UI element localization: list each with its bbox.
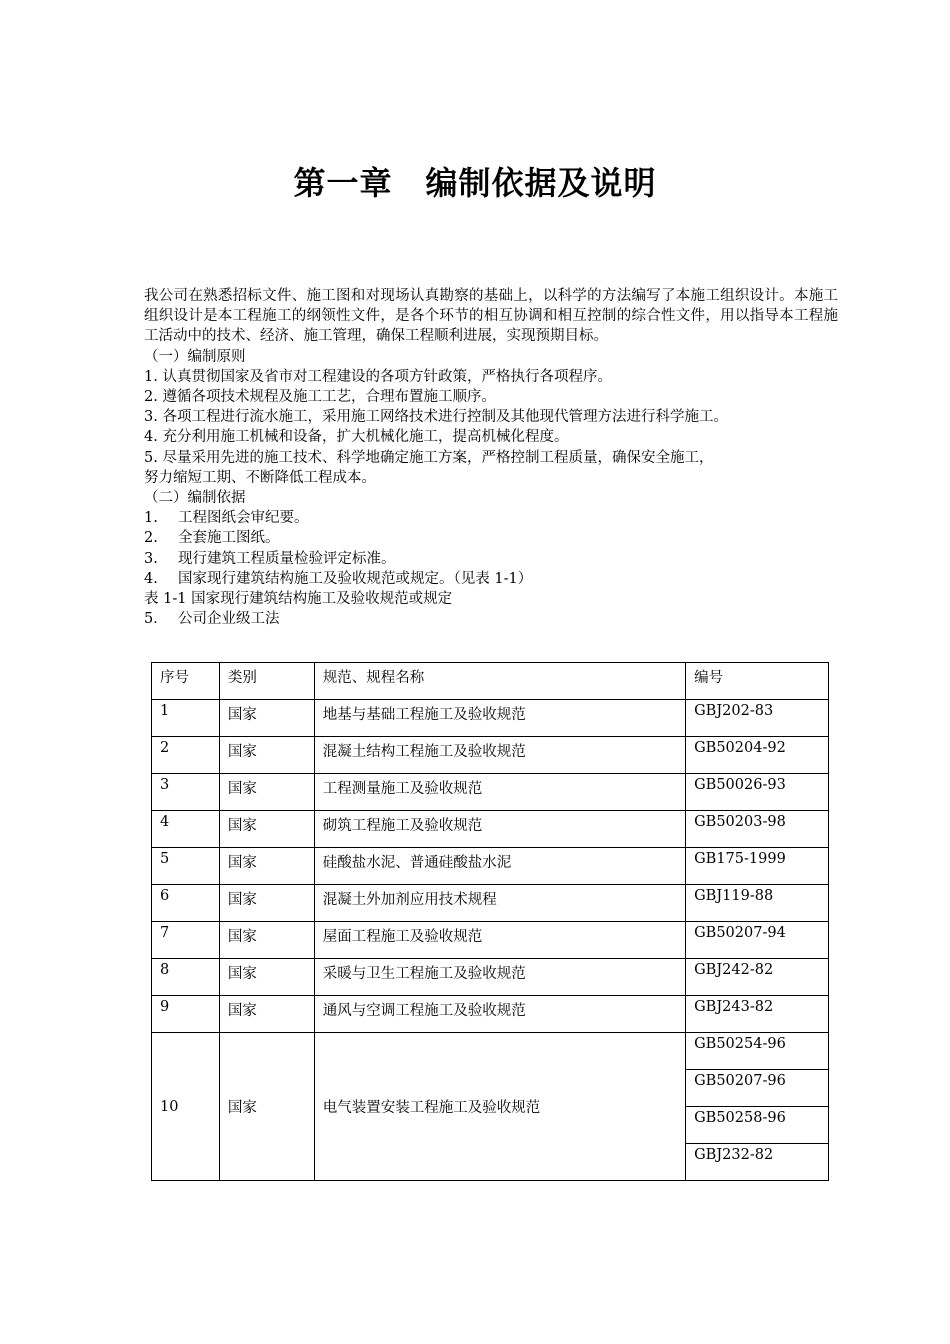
cell-category: 国家 bbox=[219, 885, 314, 922]
cell-code: GB50254-96 bbox=[686, 1033, 829, 1070]
cell-number: 5 bbox=[152, 848, 220, 885]
basis-item bbox=[144, 569, 838, 589]
basis-item-text: 公司企业级工法 bbox=[178, 611, 280, 628]
cell-category: 国家 bbox=[219, 959, 314, 996]
cell-number: 8 bbox=[152, 959, 220, 996]
basis-item bbox=[144, 549, 838, 569]
cell-number: 7 bbox=[152, 922, 220, 959]
basis-item-text: 工程图纸会审纪要。 bbox=[178, 510, 309, 527]
table-row bbox=[152, 774, 829, 811]
cell-code: GB50203-98 bbox=[686, 811, 829, 848]
basis-item-text: 国家现行建筑结构施工及验收规范或规定。（见表 1-1） bbox=[178, 570, 533, 587]
cell-category: 国家 bbox=[219, 700, 314, 737]
table-caption: 表 1-1 国家现行建筑结构施工及验收规范或规定 bbox=[144, 591, 453, 608]
cell-code: GB50204-92 bbox=[686, 737, 829, 774]
header-cell: 规范、规程名称 bbox=[314, 663, 685, 700]
table-row bbox=[152, 922, 829, 959]
cell-category: 国家 bbox=[219, 848, 314, 885]
header-cell: 类别 bbox=[219, 663, 314, 700]
cell-name: 混凝土外加剂应用技术规程 bbox=[314, 885, 685, 922]
cell-name: 砌筑工程施工及验收规范 bbox=[314, 811, 685, 848]
cell-category: 国家 bbox=[219, 811, 314, 848]
cell-number: 3 bbox=[152, 774, 220, 811]
cell-name: 采暖与卫生工程施工及验收规范 bbox=[314, 959, 685, 996]
cell-number: 4 bbox=[152, 811, 220, 848]
cell-code: GBJ243-82 bbox=[686, 996, 829, 1033]
principle-item: 3. 各项工程进行流水施工，采用施工网络技术进行控制及其他现代管理方法进行科学施工。 bbox=[144, 409, 728, 426]
cell-code: GBJ242-82 bbox=[686, 959, 829, 996]
cell-code: GBJ119-88 bbox=[686, 885, 829, 922]
basis-item-number: 3. bbox=[144, 550, 158, 567]
basis-item bbox=[144, 609, 838, 629]
intro-paragraph: 我公司在熟悉招标文件、施工图和对现场认真勘察的基础上，以科学的方法编写了本施工组织设计。本施工组织设计是本工程施工的纲领性文件，是各个环节的相互协调和相互控制的综合性文件，用以指导本工程施工活动中的技术、经济、施工管理，确保工程顺利进展，实现预期目标。 bbox=[144, 288, 838, 345]
cell-number: 9 bbox=[152, 996, 220, 1033]
basis-item-number: 5． bbox=[144, 611, 168, 628]
cell-category: 国家 bbox=[219, 1033, 314, 1181]
basis-item bbox=[144, 528, 838, 548]
table-row bbox=[152, 996, 829, 1033]
cell-name: 硅酸盐水泥、普通硅酸盐水泥 bbox=[314, 848, 685, 885]
cell-name: 地基与基础工程施工及验收规范 bbox=[314, 700, 685, 737]
spec-table bbox=[151, 662, 829, 1181]
cell-category: 国家 bbox=[219, 996, 314, 1033]
basis-item bbox=[144, 508, 838, 528]
cell-code: GB50026-93 bbox=[686, 774, 829, 811]
cell-name: 通风与空调工程施工及验收规范 bbox=[314, 996, 685, 1033]
cell-category: 国家 bbox=[219, 774, 314, 811]
principle-item: 4. 充分利用施工机械和设备，扩大机械化施工，提高机械化程度。 bbox=[144, 429, 569, 446]
section1-heading: （一）编制原则 bbox=[144, 348, 246, 365]
table-row bbox=[152, 959, 829, 996]
principle-item: 努力缩短工期、不断降低工程成本。 bbox=[144, 469, 376, 486]
basis-item-text: 全套施工图纸。 bbox=[178, 530, 280, 547]
cell-number: 6 bbox=[152, 885, 220, 922]
basis-item-number: 1. bbox=[144, 510, 158, 527]
header-cell: 序号 bbox=[152, 663, 220, 700]
chapter-title: 第一章 编制依据及说明 bbox=[293, 164, 657, 202]
cell-number: 2 bbox=[152, 737, 220, 774]
cell-category: 国家 bbox=[219, 922, 314, 959]
cell-name: 混凝土结构工程施工及验收规范 bbox=[314, 737, 685, 774]
principle-item: 1. 认真贯彻国家及省市对工程建设的各项方针政策，严格执行各项程序。 bbox=[144, 368, 612, 385]
cell-name: 电气装置安装工程施工及验收规范 bbox=[314, 1033, 685, 1181]
cell-code: GB50207-94 bbox=[686, 922, 829, 959]
basis-item-text: 现行建筑工程质量检验评定标准。 bbox=[178, 550, 396, 567]
table-row bbox=[152, 700, 829, 737]
table-row bbox=[152, 1033, 829, 1070]
table-row bbox=[152, 737, 829, 774]
cell-code: GBJ202-83 bbox=[686, 700, 829, 737]
cell-code: GB50207-96 bbox=[686, 1070, 829, 1107]
principle-item: 2. 遵循各项技术规程及施工工艺，合理布置施工顺序。 bbox=[144, 389, 496, 406]
cell-number: 1 bbox=[152, 700, 220, 737]
cell-code: GB50258-96 bbox=[686, 1107, 829, 1144]
principle-item: 5. 尽量采用先进的施工技术、科学地确定施工方案，严格控制工程质量，确保安全施工， bbox=[144, 449, 714, 466]
table-header-row bbox=[152, 663, 829, 700]
cell-category: 国家 bbox=[219, 737, 314, 774]
table-row bbox=[152, 811, 829, 848]
basis-item-number: 2. bbox=[144, 530, 158, 547]
cell-name: 工程测量施工及验收规范 bbox=[314, 774, 685, 811]
cell-name: 屋面工程施工及验收规范 bbox=[314, 922, 685, 959]
body-text bbox=[144, 286, 838, 629]
section2-heading: （二）编制依据 bbox=[144, 490, 246, 507]
header-cell: 编号 bbox=[686, 663, 829, 700]
cell-code: GBJ232-82 bbox=[686, 1144, 829, 1181]
table-row bbox=[152, 848, 829, 885]
cell-number: 10 bbox=[152, 1033, 220, 1181]
cell-code: GB175-1999 bbox=[686, 848, 829, 885]
basis-item-number: 4. bbox=[144, 570, 158, 587]
table-row bbox=[152, 885, 829, 922]
